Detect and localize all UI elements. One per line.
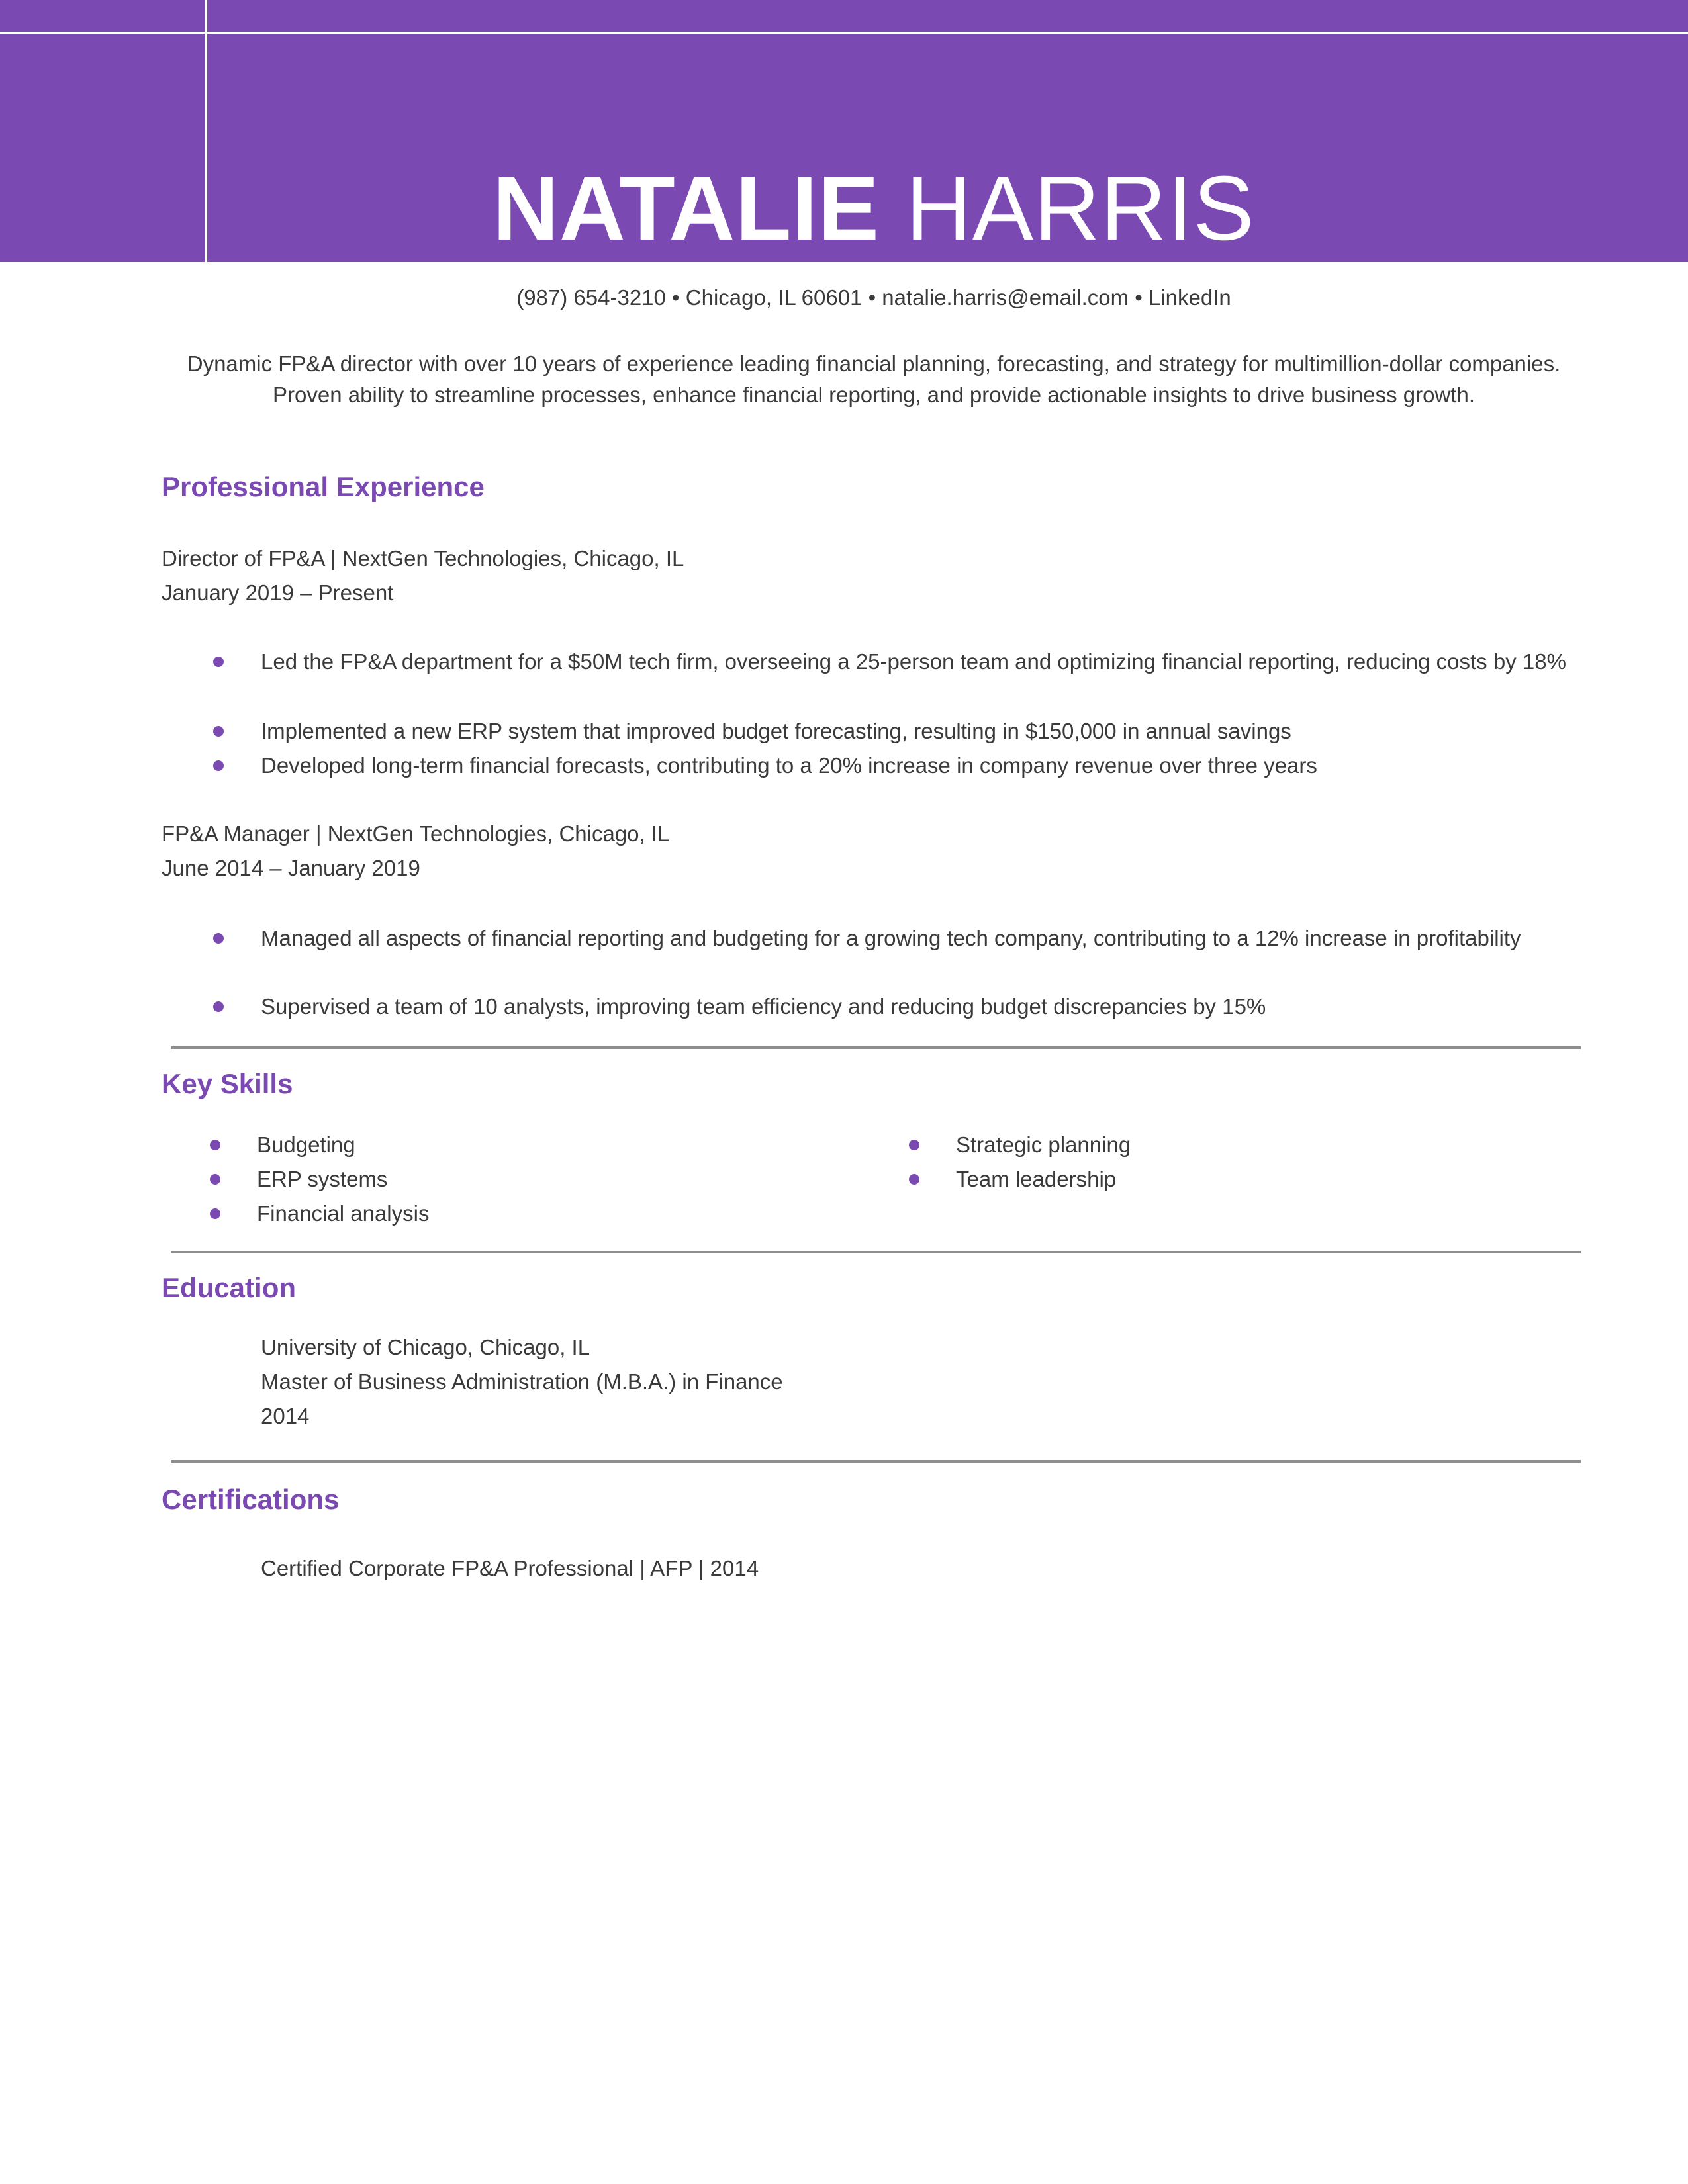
skill-item: ERP systems (257, 1167, 388, 1191)
section-divider (171, 1460, 1581, 1463)
job-bullet: Managed all aspects of financial reporting and budgeting for a growing tech company, contributing to a 12% increase in profitability (261, 926, 1521, 950)
section-title-certifications: Certifications (162, 1484, 340, 1515)
bullet-dot (210, 1174, 220, 1185)
section-title-experience: Professional Experience (162, 471, 485, 502)
job-role-line: Director of FP&A | NextGen Technologies, Chicago, IL (162, 546, 684, 570)
job-bullet: Developed long-term financial forecasts, contributing to a 20% increase in company revenue over three years (261, 753, 1317, 778)
bullet-dot (210, 1208, 220, 1219)
summary: Dynamic FP&A director with over 10 years of experience leading financial planning, forecasting, and strategy for multimillion-dollar companies. Proven ability to streamline processes, enhance financial reporting, and provide actionable insights to drive business growth. (187, 351, 1561, 407)
bullet-dot (909, 1174, 919, 1185)
education-school: University of Chicago, Chicago, IL (261, 1335, 590, 1359)
job-role-line: FP&A Manager | NextGen Technologies, Chicago, IL (162, 821, 670, 846)
skill-item: Team leadership (956, 1167, 1117, 1191)
first-name: NATALIE (492, 158, 880, 259)
candidate-name (0, 159, 1688, 258)
section-divider (171, 1046, 1581, 1049)
bullet-dot (213, 933, 224, 944)
bullet-dot (213, 1001, 224, 1012)
header-decor-line-horizontal (0, 32, 1688, 34)
section-divider (171, 1251, 1581, 1253)
job-bullet: Implemented a new ERP system that improved budget forecasting, resulting in $150,000 in annual savings (261, 719, 1291, 743)
job-dates: January 2019 – Present (162, 580, 394, 605)
section-title-education: Education (162, 1272, 297, 1303)
bullet-dot (213, 657, 224, 667)
skill-item: Strategic planning (956, 1132, 1131, 1157)
education-degree: Master of Business Administration (M.B.A.) in Finance (261, 1369, 783, 1394)
bullet-dot (213, 760, 224, 771)
section-title-skills: Key Skills (162, 1068, 293, 1099)
skill-item: Budgeting (257, 1132, 355, 1157)
job-dates: June 2014 – January 2019 (162, 856, 420, 880)
certification-item: Certified Corporate FP&A Professional | AFP | 2014 (261, 1556, 759, 1580)
last-name: HARRIS (906, 158, 1255, 259)
bullet-dot (213, 726, 224, 737)
contact-line: (987) 654-3210 • Chicago, IL 60601 • natalie.harris@email.com • LinkedIn (516, 285, 1231, 310)
job-bullet: Led the FP&A department for a $50M tech firm, overseeing a 25-person team and optimizing financial reporting, reducing costs by 18% (261, 649, 1566, 674)
skill-item: Financial analysis (257, 1201, 430, 1226)
job-bullet: Supervised a team of 10 analysts, improving team efficiency and reducing budget discrepancies by 15% (261, 994, 1266, 1019)
education-year: 2014 (261, 1404, 310, 1428)
bullet-dot (210, 1140, 220, 1150)
bullet-dot (909, 1140, 919, 1150)
